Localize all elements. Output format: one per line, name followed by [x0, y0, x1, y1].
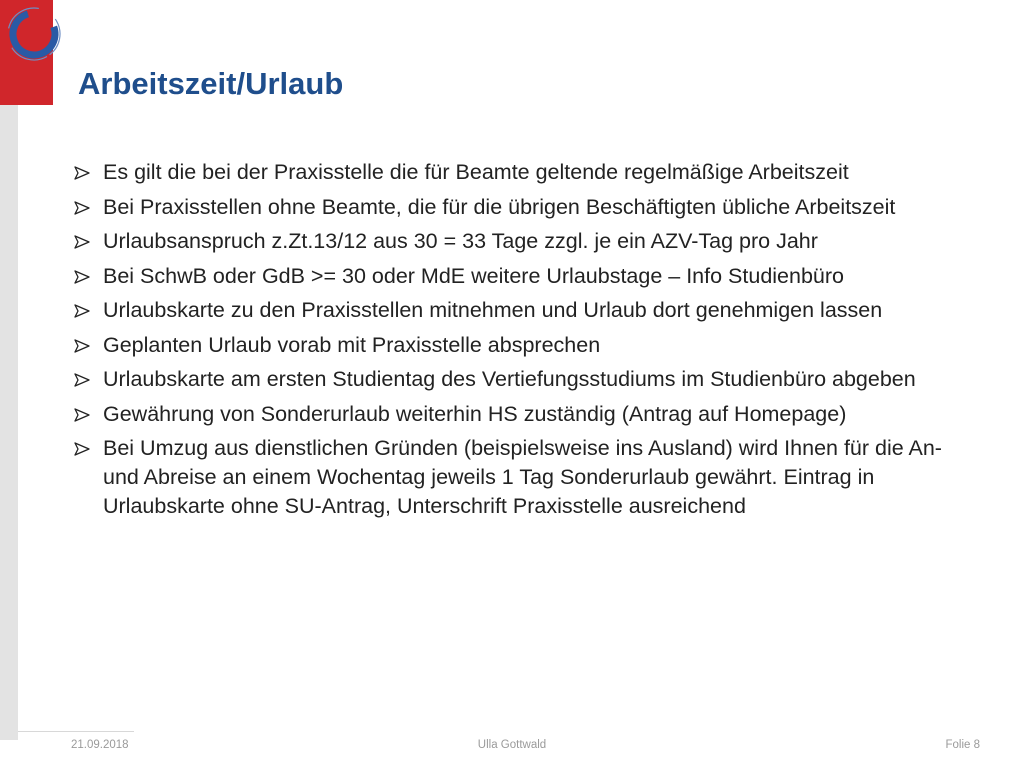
list-item [72, 296, 977, 325]
bullet-text: Bei Praxisstellen ohne Beamte, die für die übrigen Beschäftigten übliche Arbeitszeit [103, 194, 896, 219]
footer-slide-number: Folie 8 [945, 739, 980, 751]
institution-logo-icon [6, 6, 62, 62]
bullet-text: Bei SchwB oder GdB >= 30 oder MdE weitere Urlaubstage – Info Studienbüro [103, 263, 844, 288]
footer-date: 21.09.2018 [71, 739, 129, 751]
list-item [72, 193, 977, 222]
arrow-bullet-icon [74, 235, 90, 249]
footer-divider [18, 731, 134, 732]
list-item [72, 434, 977, 521]
list-item [72, 331, 977, 360]
bullet-text: Bei Umzug aus dienstlichen Gründen (beispielsweise ins Ausland) wird Ihnen für die An- und Abreise an einem Wochentag jeweils 1 Tag Sonderurlaub gewährt. Eintrag in Urlaubskarte ohne SU-Antrag, Unterschrift Praxisstelle ausreichend [103, 436, 942, 518]
bullet-list [72, 158, 977, 527]
list-item [72, 262, 977, 291]
arrow-bullet-icon [74, 270, 90, 284]
arrow-bullet-icon [74, 373, 90, 387]
footer-author: Ulla Gottwald [477, 739, 547, 751]
gray-side-bar [0, 105, 18, 740]
arrow-bullet-icon [74, 442, 90, 456]
list-item [72, 400, 977, 429]
arrow-bullet-icon [74, 339, 90, 353]
bullet-text: Es gilt die bei der Praxisstelle die für Beamte geltende regelmäßige Arbeitszeit [103, 160, 849, 184]
list-item [72, 365, 977, 394]
bullet-text: Gewährung von Sonderurlaub weiterhin HS zuständig (Antrag auf Homepage) [103, 401, 847, 426]
bullet-text: Urlaubskarte zu den Praxisstellen mitnehmen und Urlaub dort genehmigen lassen [103, 298, 883, 322]
slide-title: Arbeitszeit/Urlaub [78, 66, 344, 101]
arrow-bullet-icon [74, 304, 90, 318]
arrow-bullet-icon [74, 201, 90, 215]
arrow-bullet-icon [74, 408, 90, 422]
bullet-text: Geplanten Urlaub vorab mit Praxisstelle absprechen [103, 332, 601, 357]
list-item [72, 227, 977, 256]
bullet-text: Urlaubsanspruch z.Zt.13/12 aus 30 = 33 Tage zzgl. je ein AZV-Tag pro Jahr [103, 229, 818, 253]
arrow-bullet-icon [74, 166, 90, 180]
list-item [72, 158, 977, 187]
bullet-text: Urlaubskarte am ersten Studientag des Vertiefungsstudiums im Studienbüro abgeben [103, 367, 916, 391]
